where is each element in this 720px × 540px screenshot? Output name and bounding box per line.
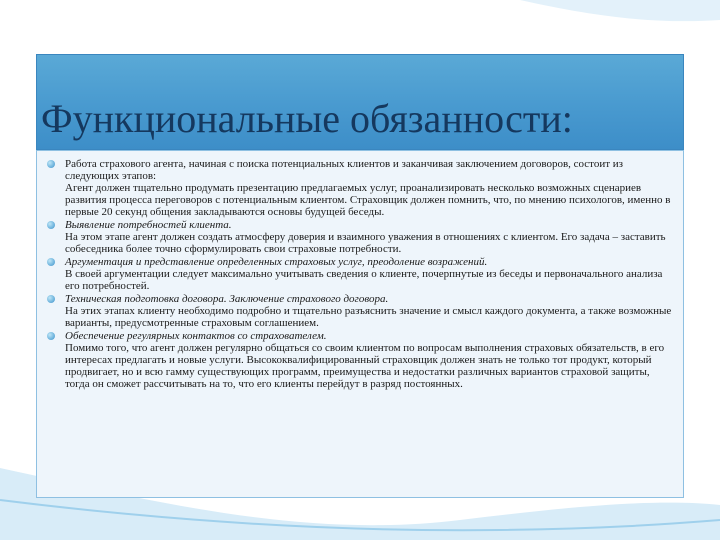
list-item-text: В своей аргументации следует максимально учитывать сведения о клиенте, почерпнутые из беседы и первоначального анализа его потребностей. <box>65 268 663 292</box>
list-item-heading: Выявление потребностей клиента. <box>65 219 232 231</box>
bullet-icon <box>47 332 55 340</box>
bullet-list <box>45 158 675 391</box>
slide-title-bar <box>36 54 684 150</box>
list-item <box>45 158 675 218</box>
list-item-text: На этом этапе агент должен создать атмосферу доверия и взаимного уважения в отношениях с клиентом. Его задача – заставить собеседника более точно сформулировать свои страховые потребности. <box>65 231 666 255</box>
list-item-text: Работа страхового агента, начиная с поиска потенциальных клиентов и заканчивая заключением договоров, состоит из следующих этапов: <box>65 158 624 182</box>
bullet-icon <box>47 295 55 303</box>
bullet-icon <box>47 160 55 168</box>
list-item <box>45 219 675 255</box>
slide-title: Функциональные обязанности: <box>41 96 573 141</box>
list-item-text: На этих этапах клиенту необходимо подробно и тщательно разъяснить значение и смысл каждого документа, а также возможные варианты, предусмотренные страховым соглашением. <box>65 305 672 329</box>
list-item-text: Помимо того, что агент должен регулярно общаться со своим клиентом по вопросам выполнения страховых обязательств, в его интересах предлагать и новые услуги. Высококвалифицированный страховщик должен знать не только тот продукт, который продвигает, но и всю гамму существующих программ, преимущества и недостатки различных вариантов страховой защиты, тогда он сможет рассчитывать на то, что его клиенты перейдут в разряд постоянных. <box>65 342 665 390</box>
list-item <box>45 330 675 390</box>
bullet-icon <box>47 258 55 266</box>
slide-content-box <box>36 150 684 498</box>
bullet-icon <box>47 221 55 229</box>
list-item-heading: Аргументация и представление определенных страховых услуг, преодоление возражений. <box>65 256 488 268</box>
list-item-heading: Техническая подготовка договора. Заключение страхового договора. <box>65 293 389 305</box>
list-item-heading: Обеспечение регулярных контактов со страхователем. <box>65 330 327 342</box>
list-item <box>45 293 675 329</box>
list-item-text: Агент должен тщательно продумать презентацию предлагаемых услуг, проанализировать несколько возможных сценариев развития процесса переговоров с потенциальным клиентом. Страховщик должен помнить, что, по мнению психологов, именно в первые 20 секунд общения закладываются основы будущей беседы. <box>65 182 671 218</box>
list-item <box>45 256 675 292</box>
